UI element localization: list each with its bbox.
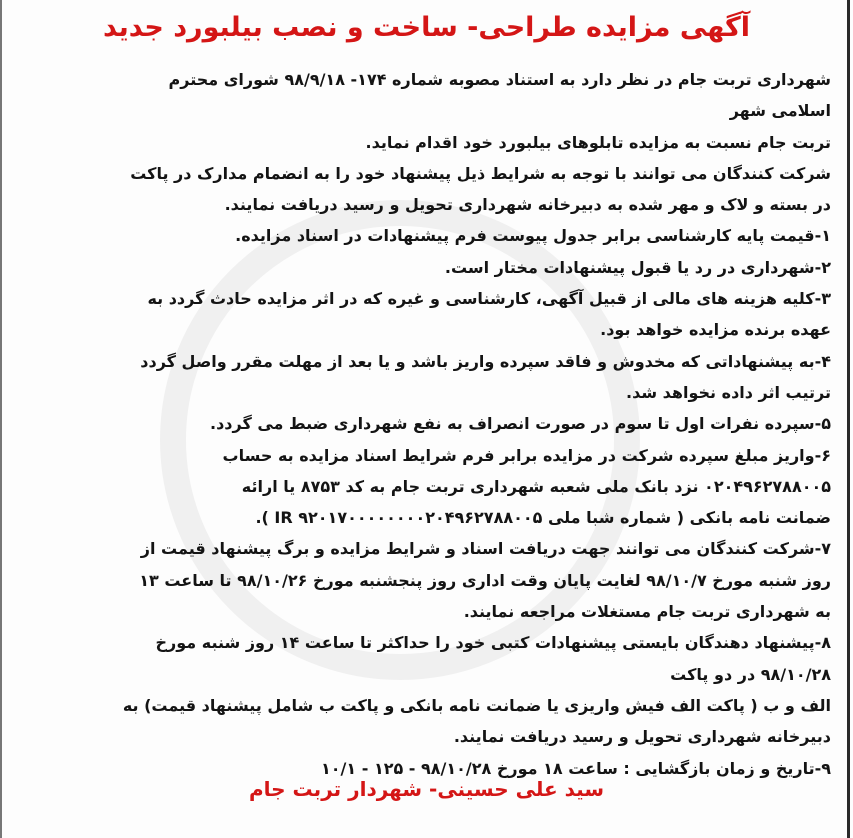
condition-2: ۲-شهرداری در رد یا قبول پیشنهادات مختار است. — [444, 257, 831, 277]
condition-9: ۹-تاریخ و زمان بازگشایی : ساعت ۱۸ مورخ ۹۸/۱۰/۲۸ - ۱۲۵ - ۱۰/۱ — [321, 758, 831, 778]
condition-7-dates: روز شنبه مورخ ۹۸/۱۰/۷ لغایت پایان وقت اداری روز پنجشنبه مورخ ۹۸/۱۰/۲۶ تا ساعت ۱۳ — [139, 570, 831, 590]
condition-7: ۷-شرکت کنندگان می توانند جهت دریافت اسناد و شرایط مزایده و برگ پیشنهاد قیمت از — [140, 539, 831, 559]
condition-6: ۶-واریز مبلغ سپرده شرکت در مزایده برابر فرم شرایط اسناد مزایده به حساب — [222, 445, 831, 465]
signature: سید علی حسینی- شهردار تربت جام — [248, 777, 605, 801]
notice-line: در بسته و لاک و مهر شده به دبیرخانه شهرداری تحویل و رسید دریافت نمایند. — [224, 195, 831, 215]
condition-6-sheba: ضمانت نامه بانکی ( شماره شبا ملی IR ۹۲۰۱۷۰۰۰۰۰۰۰۰۲۰۴۹۶۲۷۸۸۰۰۵ ). — [255, 508, 831, 528]
notice-line: شرکت کنندگان می توانند با توجه به شرایط ذیل پیشنهاد خود را به انضمام مدارک در پاکت — [130, 163, 831, 183]
condition-8-date: ۹۸/۱۰/۲۸ در دو پاکت — [670, 664, 831, 684]
condition-3-cont: عهده برنده مزایده خواهد بود. — [600, 320, 831, 340]
notice-line: تربت جام نسبت به مزایده تابلوهای بیلبورد خود اقدام نماید. — [365, 132, 831, 152]
notice-line: اسلامی شهر — [729, 101, 831, 121]
condition-8: ۸-پیشنهاد دهندگان بایستی پیشنهادات کتبی خود را حداکثر تا ساعت ۱۴ روز شنبه مورخ — [155, 633, 831, 653]
condition-6-account: ۰۲۰۴۹۶۲۷۸۸۰۰۵ نزد بانک ملی شعبه شهرداری تربت جام به کد ۸۷۵۳ یا ارائه — [241, 476, 831, 496]
notice-body — [16, 64, 831, 784]
notice-line: شهرداری تربت جام در نظر دارد به استناد مصوبه شماره ۱۷۴- ۹۸/۹/۱۸ شورای محترم — [168, 70, 831, 89]
left-edge-rule — [0, 0, 2, 838]
condition-4: ۴-به پیشنهاداتی که مخدوش و فاقد سپرده واریز باشد و یا بعد از مهلت مقرر واصل گردد — [140, 351, 831, 371]
notice-title: آگهی مزایده طراحی- ساخت و نصب بیلبورد جدید — [103, 12, 750, 43]
condition-4-cont: ترتیب اثر داده نخواهد شد. — [626, 382, 831, 402]
condition-1: ۱-قیمت پایه کارشناسی برابر جدول پیوست فرم پیشنهادات در اسناد مزایده. — [235, 226, 831, 246]
right-edge-rule — [847, 0, 850, 838]
condition-8-cont: دبیرخانه شهرداری تحویل و رسید دریافت نمایند. — [453, 727, 831, 747]
condition-3: ۳-کلیه هزینه های مالی از قبیل آگهی، کارشناسی و غیره که در اثر مزایده حادث گردد به — [147, 289, 831, 309]
condition-8-envelopes: الف و ب ( پاکت الف فیش واریزی یا ضمانت نامه بانکی و پاکت ب شامل پیشنهاد قیمت) به — [122, 695, 831, 715]
condition-7-cont: به شهرداری تربت جام مستغلات مراجعه نمایند. — [463, 602, 831, 622]
condition-5: ۵-سپرده نفرات اول تا سوم در صورت انصراف به نفع شهرداری ضبط می گردد. — [210, 414, 831, 434]
